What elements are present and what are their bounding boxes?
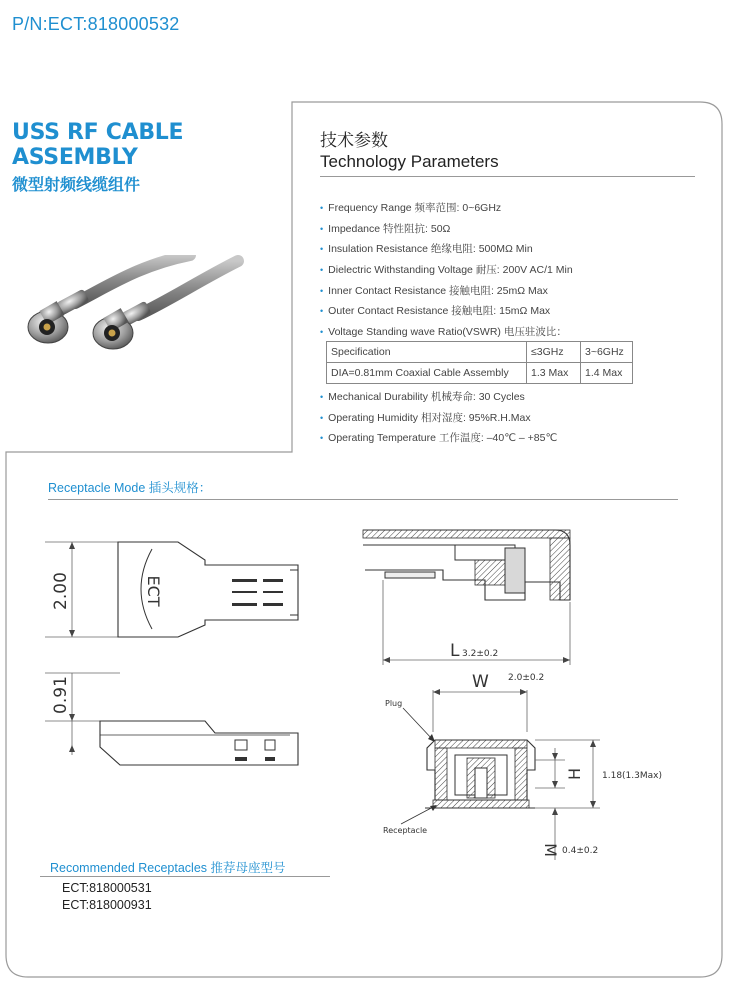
product-title-line1: USS RF CABLE	[12, 120, 184, 145]
h-value: 1.18(1.3Max)	[602, 771, 662, 781]
param-outer-contact-resistance: • Outer Contact Resistance 接触电阻: 15mΩ Max	[320, 305, 551, 318]
tech-params-title-cn: 技术参数	[320, 131, 388, 150]
dim-0-91-text: 0.91	[51, 676, 71, 714]
recommended-list	[62, 880, 152, 914]
tech-params-list-2	[320, 387, 700, 449]
param-mechanical-durability: • Mechanical Durability 机械寿命: 30 Cycles	[320, 391, 525, 403]
part-number: P/N:ECT:818000532	[12, 14, 180, 34]
l-label: L	[450, 641, 460, 661]
table-row	[327, 342, 633, 363]
param-inner-contact-resistance: • Inner Contact Resistance 接触电阻: 25mΩ Max	[320, 284, 548, 297]
divider	[48, 499, 678, 500]
m-value: 0.4±0.2	[562, 846, 599, 856]
divider	[40, 876, 330, 877]
ect-logo-text: ECT	[144, 575, 163, 607]
l-value: 3.2±0.2	[462, 649, 499, 659]
cross-section-drawing	[355, 520, 685, 870]
w-label: W	[472, 672, 489, 692]
product-photo	[20, 255, 245, 365]
product-title	[12, 120, 272, 195]
tech-params-list	[320, 198, 700, 343]
vswr-cell-cable: DIA=0.81mm Coaxial Cable Assembly	[327, 363, 527, 384]
top-side-view-drawing	[40, 525, 310, 775]
vswr-cell-3ghz: 1.3 Max	[527, 363, 581, 384]
vswr-header-3ghz: ≤3GHz	[527, 342, 581, 363]
product-title-line2: ASSEMBLY	[12, 145, 138, 170]
vswr-header-6ghz: 3~6GHz	[581, 342, 633, 363]
param-frequency-range: • Frequency Range 频率范围: 0~6GHz	[320, 202, 502, 214]
divider	[320, 176, 695, 177]
w-value: 2.0±0.2	[508, 673, 545, 683]
recommended-heading: Recommended Receptacles 推荐母座型号	[50, 861, 286, 875]
list-item: ECT:818000531	[62, 881, 152, 895]
list-item: ECT:818000931	[62, 898, 152, 912]
param-dielectric-voltage: • Dielectric Withstanding Voltage 耐压: 200V AC/1 Min	[320, 264, 573, 277]
tech-params-title	[320, 126, 499, 172]
receptacle-label: Receptacle	[383, 826, 428, 835]
param-operating-temperature: • Operating Temperature 工作温度: –40℃ – +85℃	[320, 432, 558, 445]
product-title-cn: 微型射频线缆组件	[12, 177, 141, 194]
param-impedance: • Impedance 特性阻抗: 50Ω	[320, 222, 451, 235]
dim-2-00-text: 2.00	[51, 572, 71, 610]
param-insulation-resistance: • Insulation Resistance 绝缘电阻: 500MΩ Min	[320, 243, 533, 256]
table-row	[327, 363, 633, 384]
plug-label: Plug	[385, 699, 403, 708]
param-vswr: • Voltage Standing wave Ratio(VSWR) 电压驻波比：	[320, 326, 567, 339]
vswr-cell-6ghz: 1.4 Max	[581, 363, 633, 384]
tech-params-title-en: Technology Parameters	[320, 152, 499, 171]
m-label: M	[541, 843, 560, 857]
vswr-table	[326, 341, 633, 384]
receptacle-mode-heading: Receptacle Mode 插头规格：	[48, 481, 212, 495]
vswr-header-spec: Specification	[327, 342, 527, 363]
param-operating-humidity: • Operating Humidity 相对湿度: 95%R.H.Max	[320, 411, 531, 424]
h-label: H	[565, 767, 584, 781]
